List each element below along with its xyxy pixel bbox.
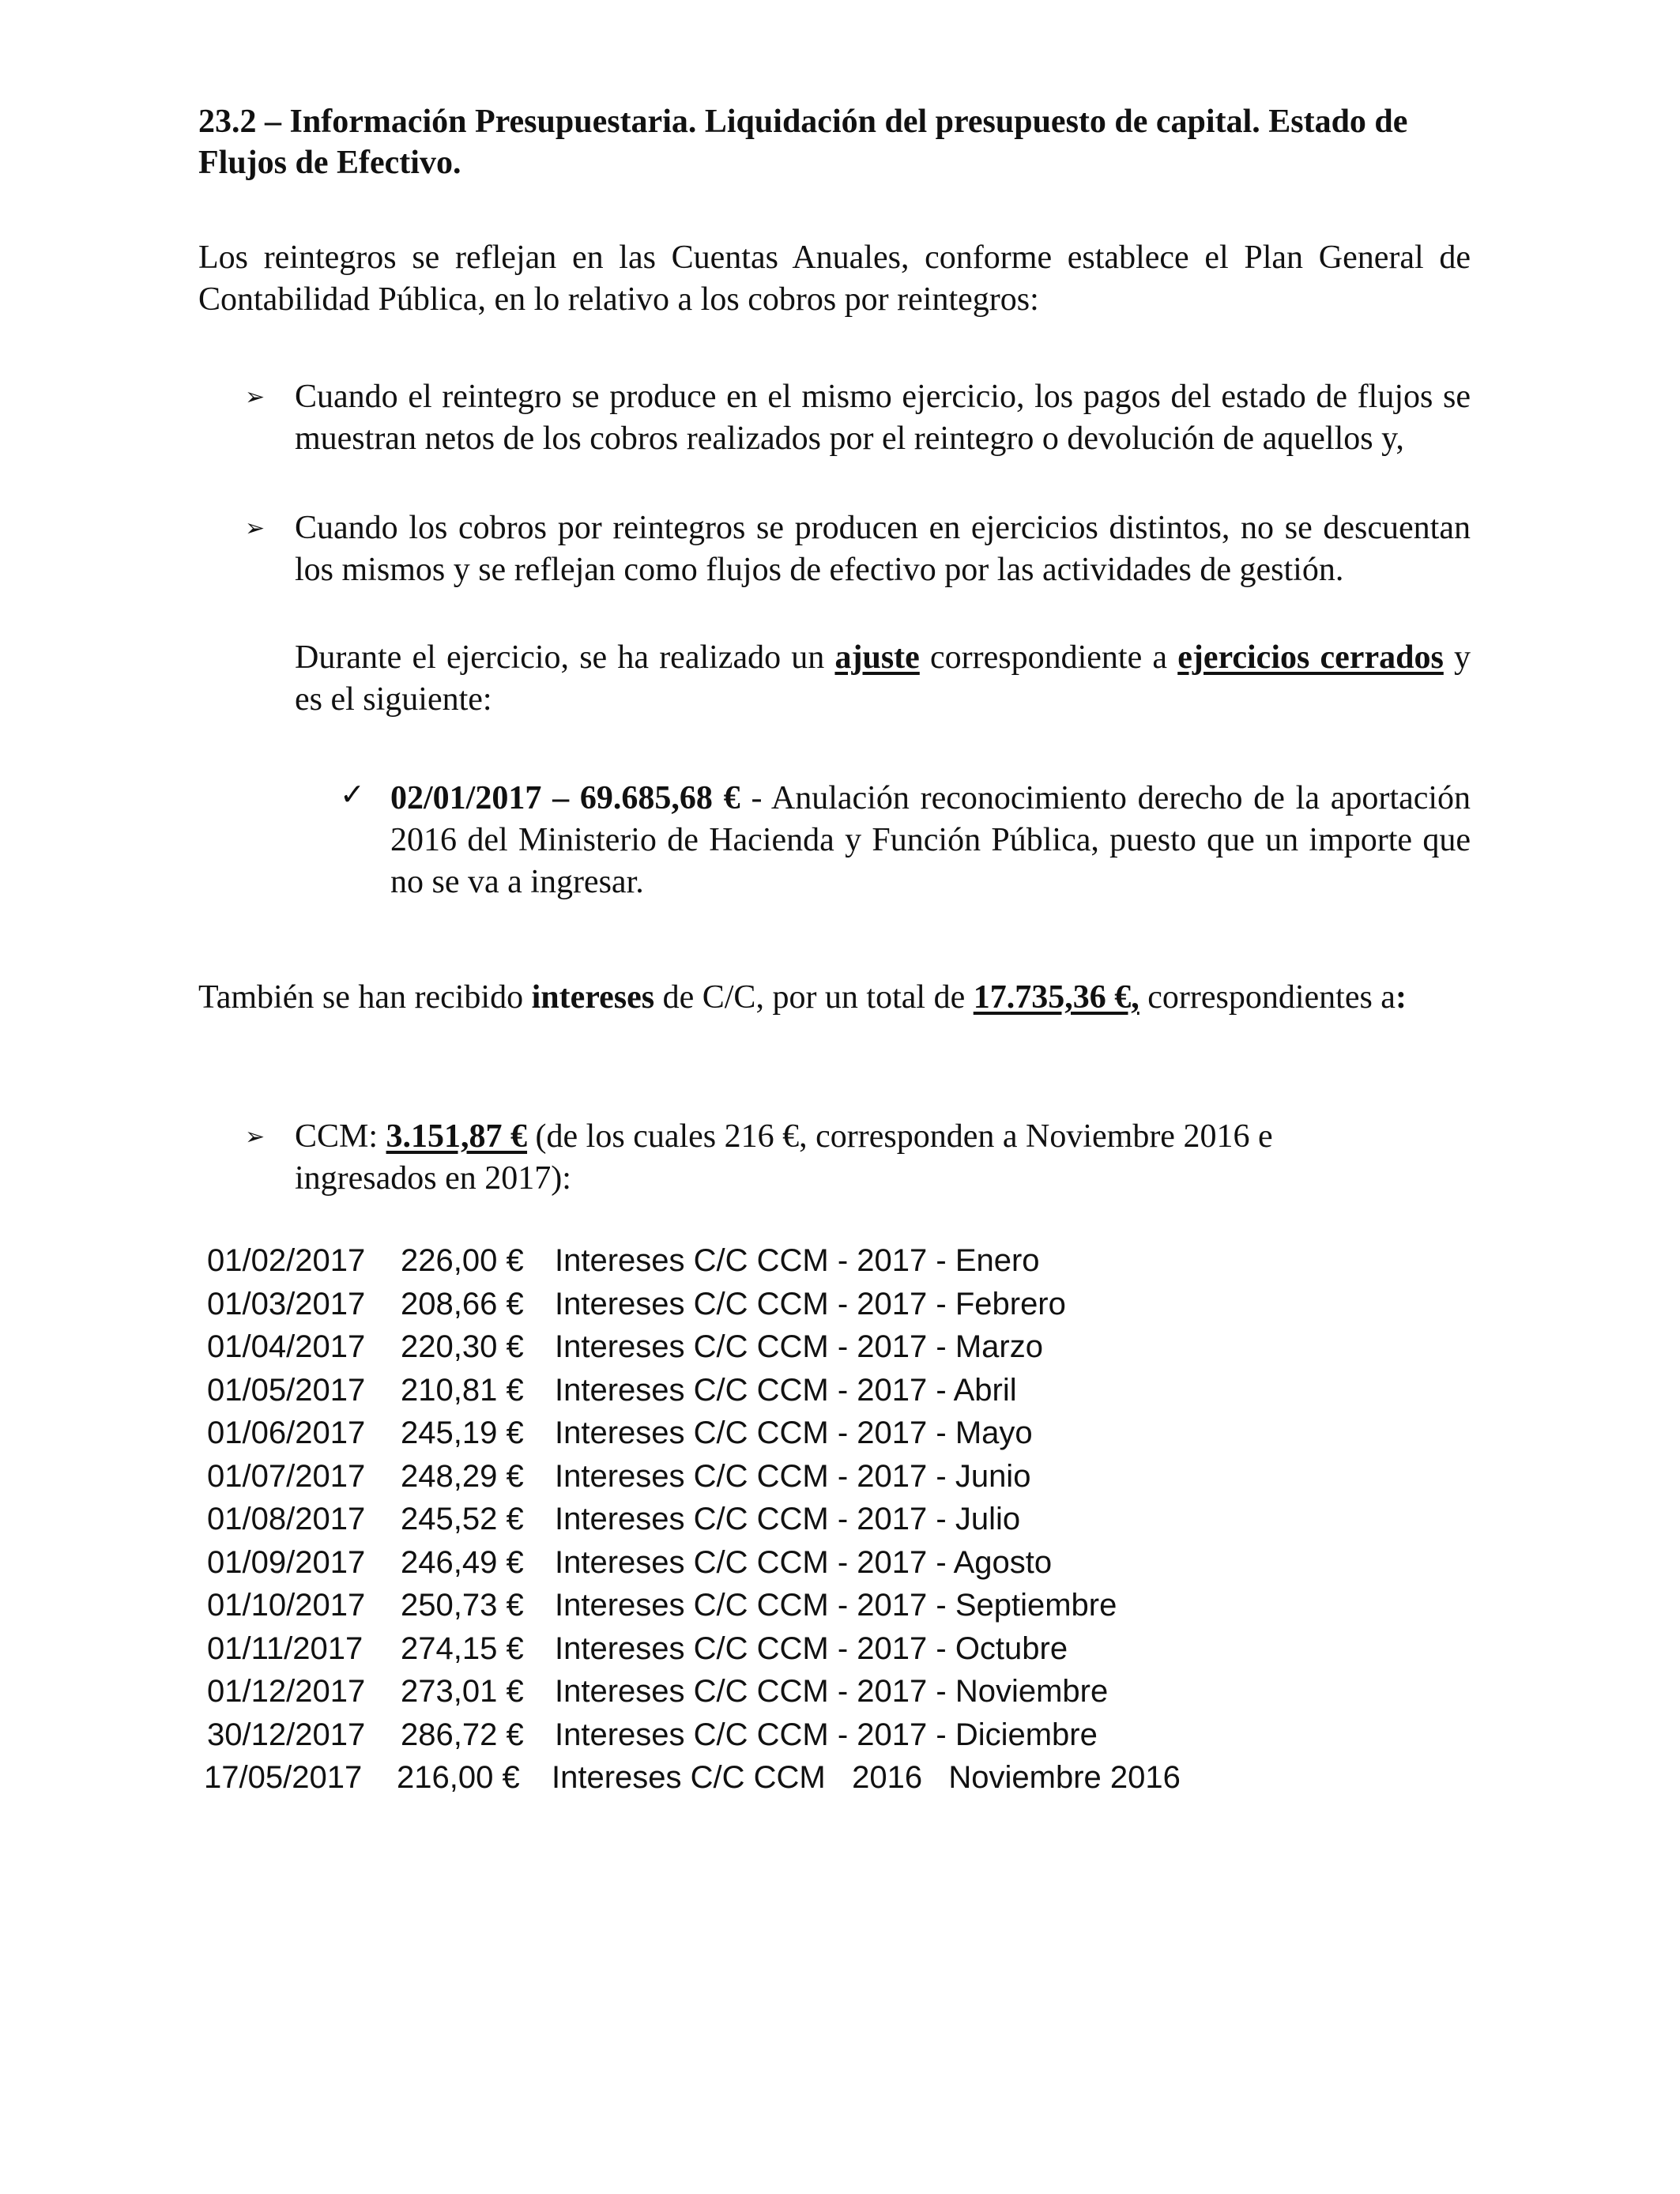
row-amount: 286,72 € bbox=[401, 1717, 524, 1752]
row-amount: 245,19 € bbox=[401, 1416, 524, 1450]
row-date: 01/05/2017 bbox=[207, 1372, 366, 1408]
adjustment-amount: 69.685,68 € bbox=[579, 780, 740, 816]
adjustment-dash: – bbox=[541, 780, 580, 816]
adjustment-date: 02/01/2017 bbox=[390, 780, 542, 816]
adjustment-text: correspondiente a bbox=[919, 639, 1178, 676]
row-description: Intereses C/C CCM - 2017 - Octubre bbox=[555, 1630, 1068, 1666]
row-description: Intereses C/C CCM - 2017 - Septiembre bbox=[555, 1588, 1117, 1623]
interest-colon: : bbox=[1395, 979, 1407, 1016]
arrowhead-bullet-icon: ➢ bbox=[245, 384, 266, 410]
row-description: Intereses C/C CCM - 2017 - Diciembre bbox=[555, 1717, 1098, 1752]
row-amount: 216,00 € bbox=[397, 1760, 520, 1795]
row-description: Intereses C/C CCM - 2017 - Junio bbox=[555, 1458, 1031, 1494]
ccm-amount: 3.151,87 € bbox=[386, 1118, 528, 1155]
ccm-summary bbox=[295, 1116, 1401, 1200]
row-description: Intereses C/C CCM - 2017 - Noviembre bbox=[555, 1674, 1109, 1709]
row-description: Intereses C/C CCM - 2017 - Julio bbox=[555, 1502, 1021, 1536]
interest-paragraph bbox=[198, 977, 1471, 1019]
adjustment-keyword-closed: ejercicios cerrados bbox=[1177, 639, 1444, 676]
row-amount: 245,52 € bbox=[401, 1502, 524, 1536]
row-description: Intereses C/C CCM - 2017 - Agosto bbox=[555, 1544, 1053, 1580]
row-date: 01/11/2017 bbox=[207, 1630, 363, 1666]
row-amount: 220,30 € bbox=[401, 1329, 524, 1364]
row-amount: 273,01 € bbox=[401, 1674, 524, 1709]
row-description: Intereses C/C CCM - 2017 - Marzo bbox=[555, 1329, 1043, 1364]
row-date: 01/10/2017 bbox=[207, 1588, 366, 1623]
section-heading: 23.2 – Información Presupuestaria. Liquidación del presupuesto de capital. Estado de Flujos de Efectivo. bbox=[198, 104, 1408, 181]
row-amount: 250,73 € bbox=[401, 1588, 524, 1623]
row-date: 01/09/2017 bbox=[207, 1544, 366, 1580]
intro-paragraph: Los reintegros se reflejan en las Cuentas Anuales, conforme establece el Plan General de Contabilidad Pública, en lo relativo a los cobros por reintegros: bbox=[198, 239, 1471, 318]
row-amount: 246,49 € bbox=[401, 1544, 524, 1580]
row-amount: 208,66 € bbox=[401, 1286, 524, 1321]
row-date: 01/06/2017 bbox=[207, 1416, 366, 1450]
interest-text: También se han recibido bbox=[198, 979, 532, 1016]
interest-text: correspondientes a bbox=[1139, 979, 1396, 1016]
row-description: Intereses C/C CCM - 2017 - Febrero bbox=[555, 1286, 1066, 1321]
row-amount: 274,15 € bbox=[401, 1630, 524, 1666]
row-amount: 226,00 € bbox=[401, 1243, 524, 1278]
adjustment-paragraph bbox=[295, 637, 1471, 721]
row-date: 01/02/2017 bbox=[207, 1243, 366, 1278]
interest-keyword: intereses bbox=[531, 979, 655, 1016]
row-date: 30/12/2017 bbox=[207, 1717, 366, 1752]
checkmark-icon: ✓ bbox=[340, 778, 365, 812]
row-date: 01/08/2017 bbox=[207, 1502, 366, 1536]
row-description: Intereses C/C CCM - 2017 - Abril bbox=[555, 1372, 1017, 1408]
row-date: 01/04/2017 bbox=[207, 1329, 366, 1364]
bullet-item-same-year: Cuando el reintegro se produce en el mismo ejercicio, los pagos del estado de flujos se muestran netos de los cobros realizados por el reintegro o devolución de aquellos y, bbox=[295, 379, 1471, 457]
bullet-item-different-years: Cuando los cobros por reintegros se producen en ejercicios distintos, no se descuentan los mismos y se reflejan como flujos de efectivo por las actividades de gestión. bbox=[295, 510, 1471, 588]
row-description: Intereses C/C CCM - 2017 - Mayo bbox=[555, 1416, 1033, 1450]
row-date: 01/03/2017 bbox=[207, 1286, 366, 1321]
adjustment-description: - Anulación reconocimiento derecho de la aportación 2016 del Ministerio de Hacienda y Función Pública, puesto que un importe que no se va a ingresar. bbox=[390, 780, 1471, 900]
row-description: Intereses C/C CCM 2016 Noviembre 2016 bbox=[552, 1760, 1181, 1795]
ccm-label: CCM: bbox=[295, 1118, 386, 1155]
adjustment-text: y es el siguiente: bbox=[295, 639, 1471, 718]
arrowhead-bullet-icon: ➢ bbox=[245, 1124, 266, 1150]
adjustment-keyword: ajuste bbox=[834, 639, 920, 676]
row-date: 17/05/2017 bbox=[204, 1760, 363, 1795]
row-description: Intereses C/C CCM - 2017 - Enero bbox=[555, 1243, 1040, 1278]
arrowhead-bullet-icon: ➢ bbox=[245, 515, 266, 541]
adjustment-text: Durante el ejercicio, se ha realizado un bbox=[295, 639, 835, 676]
ccm-note: (de los cuales 216 €, corresponden a Noviembre 2016 e ingresados en 2017): bbox=[295, 1118, 1273, 1197]
row-amount: 210,81 € bbox=[401, 1372, 524, 1408]
row-amount: 248,29 € bbox=[401, 1458, 524, 1494]
adjustment-entry bbox=[390, 778, 1471, 903]
row-date: 01/07/2017 bbox=[207, 1458, 366, 1494]
interest-total: 17.735,36 €, bbox=[973, 979, 1139, 1016]
interest-text: de C/C, por un total de bbox=[654, 979, 974, 1016]
row-date: 01/12/2017 bbox=[207, 1674, 366, 1709]
